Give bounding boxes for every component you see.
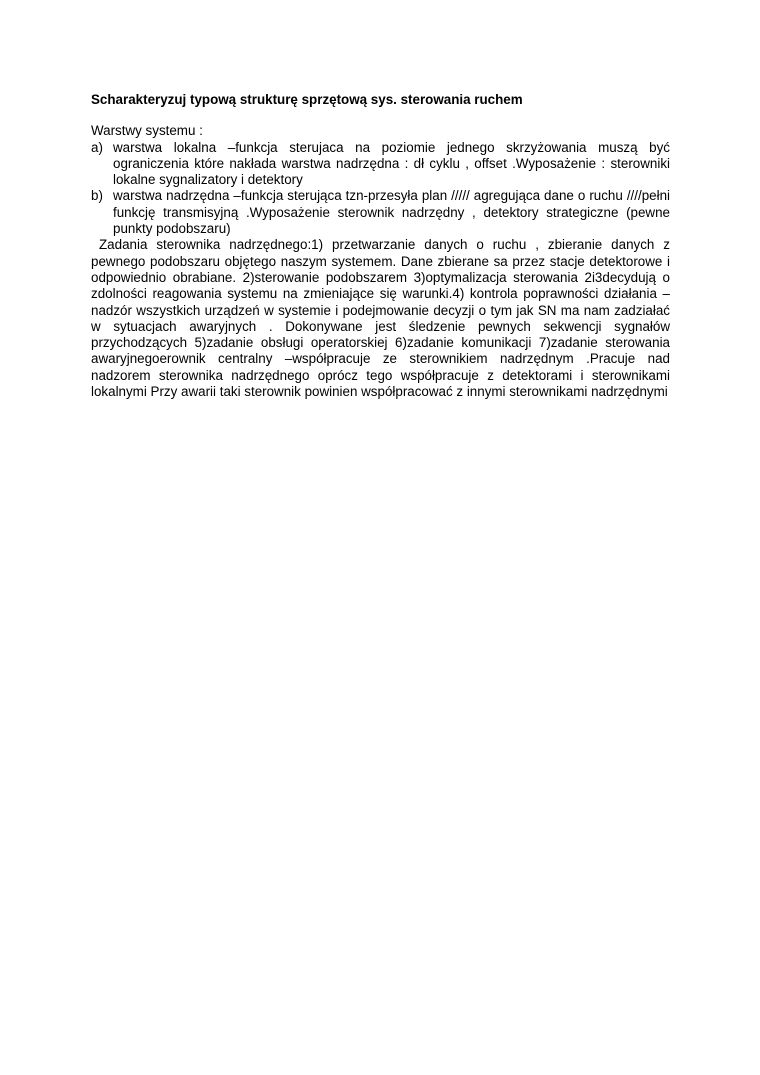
tasks-paragraph: Zadania sterownika nadrzędnego:1) przetwarzanie danych o ruchu , zbieranie danych z pewnego podobszaru objętego naszym systemem. Dane zbierane sa przez stacje detektorowe i odpowiednio obrabiane. 2)sterowanie podobszarem 3)optymalizacja sterowania 2i3decydują o zdolności reagowania systemu na zmieniające się warunki.4) kontrola poprawności działania –nadzór wszystkich urządzeń w systemie i podejmowanie decyzji o tym jak SN ma nam zadziałać w sytuacjach awaryjnych . Dokonywane jest śledzenie pewnych sekwencji sygnałów przychodzących 5)zadanie obsługi operatorskiej 6)zadanie komunikacji 7)zadanie sterowania awaryjnegoerownik centralny –współpracuje ze sterownikiem nadrzędnym .Pracuje nad nadzorem sterownika nadrzędnego oprócz tego współpracuje z detektorami i sterownikami lokalnymi Przy awarii taki sterownik powinien współpracować z innymi sterownikami nadrzędnymi [91,237,670,400]
list-item-text: warstwa nadrzędna –funkcja sterująca tzn-przesyła plan ///// agregująca dane o ruchu ////pełni funkcję transmisyjną .Wyposażenie sterownik nadrzędny , detektory strategiczne (pewne punkty podobszaru) [113,188,670,237]
list-marker: a) [91,139,103,155]
list-item [91,140,670,189]
intro-text: Warstwy systemu : [91,123,203,139]
document-title: Scharakteryzuj typową strukturę sprzętową sys. sterowania ruchem [91,92,523,107]
document-page [91,92,670,400]
list-item-text: warstwa lokalna –funkcja sterujaca na poziomie jednego skrzyżowania muszą być ograniczenia które nakłada warstwa nadrzędna : dł cyklu , offset .Wyposażenie : sterowniki lokalne sygnalizatory i detektory [113,139,670,188]
list-marker: b) [91,188,103,204]
layers-list [91,140,670,238]
list-item [91,188,670,237]
